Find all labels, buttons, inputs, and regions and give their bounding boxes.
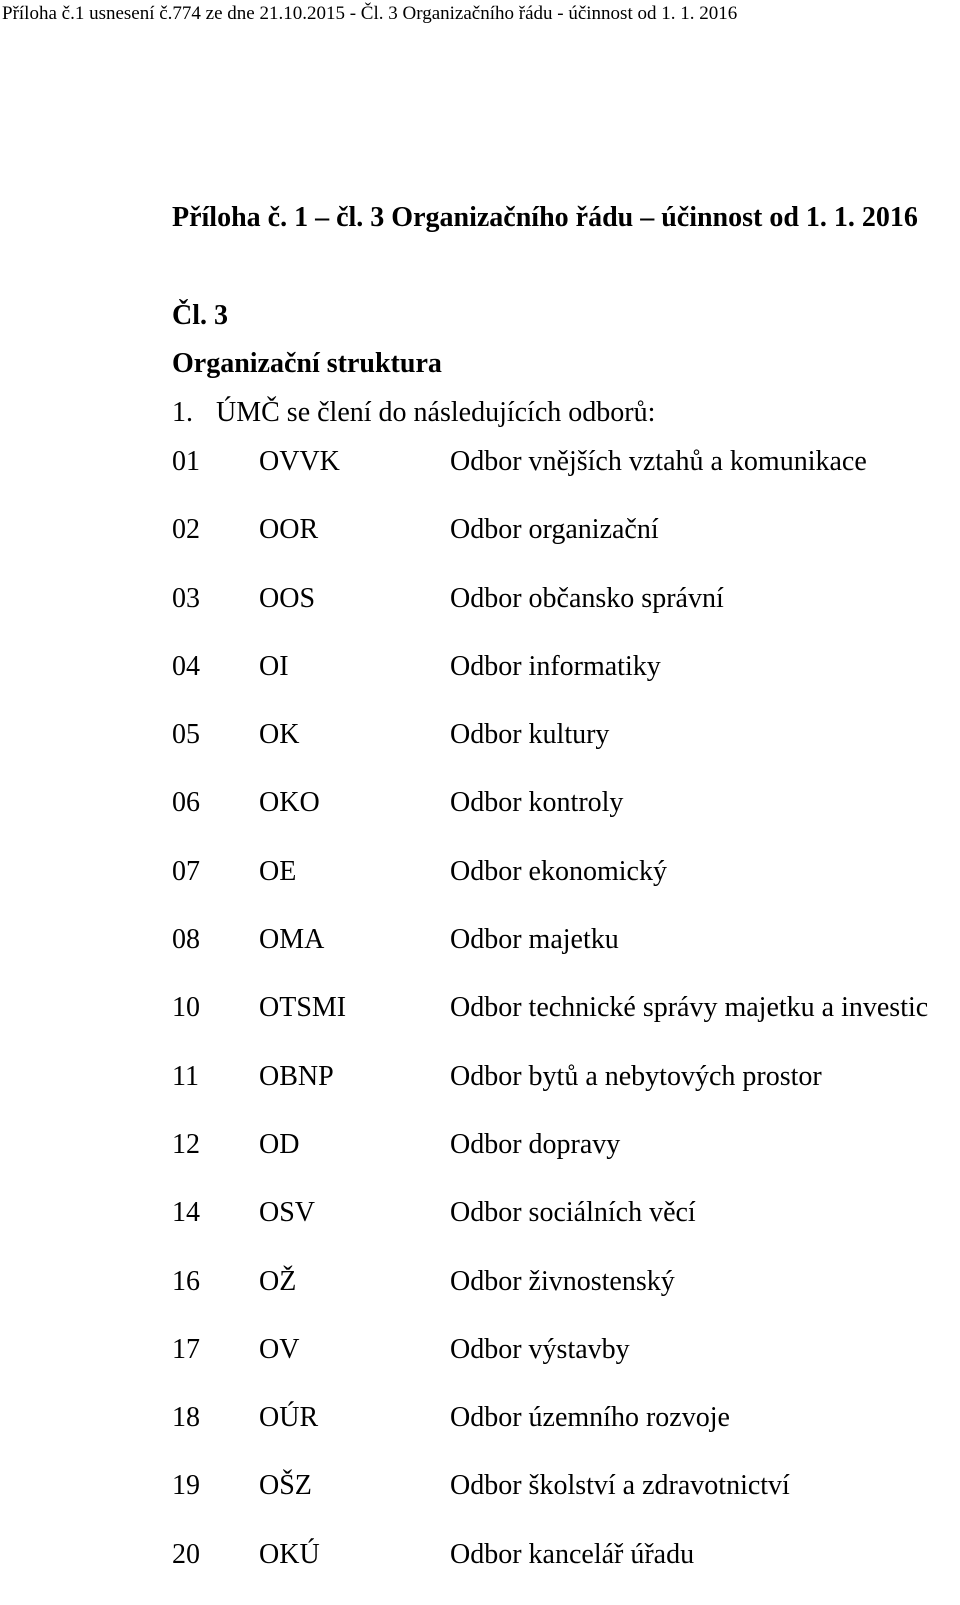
department-code: 01 [172, 446, 200, 477]
department-code: 20 [172, 1538, 200, 1570]
department-row [172, 922, 960, 990]
department-abbreviation: OV [259, 1333, 300, 1365]
department-abbreviation: OE [259, 855, 297, 887]
department-code: 03 [172, 582, 200, 614]
department-row [172, 1264, 960, 1332]
department-name: Odbor školství a zdravotnictví [450, 1470, 790, 1502]
department-code: 06 [172, 787, 200, 819]
department-abbreviation: OŽ [259, 1265, 297, 1297]
department-code: 08 [172, 924, 200, 956]
department-abbreviation: OK [259, 719, 300, 751]
department-abbreviation: OI [259, 650, 289, 682]
department-row [172, 1332, 960, 1400]
department-code: 04 [172, 650, 200, 682]
department-code: 16 [172, 1265, 200, 1297]
department-row [172, 444, 960, 512]
department-code: 19 [172, 1470, 200, 1502]
department-row [172, 1127, 960, 1195]
document-title: Příloha č. 1 – čl. 3 Organizačního řádu – účinnost od 1. 1. 2016 [172, 202, 918, 233]
department-row [172, 717, 960, 785]
department-row [172, 1059, 960, 1127]
department-name: Odbor kontroly [450, 787, 624, 819]
department-name: Odbor občansko správní [450, 582, 724, 614]
department-name: Odbor živnostenský [450, 1265, 675, 1297]
department-name: Odbor kancelář úřadu [450, 1538, 695, 1570]
department-list [172, 444, 960, 1605]
department-name: Odbor technické správy majetku a investic [450, 992, 929, 1024]
department-row [172, 785, 960, 853]
department-abbreviation: OD [259, 1128, 300, 1160]
department-row [172, 1468, 960, 1536]
department-abbreviation: OBNP [259, 1060, 334, 1092]
department-name: Odbor územního rozvoje [450, 1402, 730, 1434]
department-row [172, 854, 960, 922]
article-number: Čl. 3 [172, 300, 228, 331]
department-abbreviation: OKÚ [259, 1538, 320, 1570]
intro-paragraph [172, 395, 655, 431]
department-name: Odbor informatiky [450, 650, 661, 682]
intro-text: ÚMČ se člení do následujících odborů: [216, 397, 656, 428]
department-name: Odbor ekonomický [450, 855, 667, 887]
department-code: 10 [172, 992, 200, 1024]
department-abbreviation: OMA [259, 924, 325, 956]
department-name: Odbor dopravy [450, 1128, 621, 1160]
department-abbreviation: OVVK [259, 446, 340, 477]
department-abbreviation: OOR [259, 514, 319, 546]
department-name: Odbor bytů a nebytových prostor [450, 1060, 822, 1092]
department-row [172, 581, 960, 649]
department-code: 14 [172, 1197, 200, 1229]
department-row [172, 990, 960, 1058]
department-name: Odbor sociálních věcí [450, 1197, 696, 1229]
department-name: Odbor majetku [450, 924, 619, 956]
intro-number: 1. [172, 397, 193, 428]
department-row [172, 1195, 960, 1263]
department-code: 02 [172, 514, 200, 546]
department-code: 07 [172, 855, 200, 887]
department-abbreviation: OSV [259, 1197, 316, 1229]
department-code: 11 [172, 1060, 199, 1092]
department-name: Odbor vnějších vztahů a komunikace [450, 446, 867, 477]
running-header: Příloha č.1 usnesení č.774 ze dne 21.10.2015 - Čl. 3 Organizačního řádu - účinnost od 1. 1. 2016 [2, 3, 738, 24]
department-code: 18 [172, 1402, 200, 1434]
department-row [172, 512, 960, 580]
department-row [172, 1537, 960, 1605]
article-title: Organizační struktura [172, 348, 442, 379]
department-abbreviation: OÚR [259, 1402, 319, 1434]
department-code: 05 [172, 719, 200, 751]
department-code: 17 [172, 1333, 200, 1365]
department-row [172, 1400, 960, 1468]
department-abbreviation: OKO [259, 787, 320, 819]
department-abbreviation: OŠZ [259, 1470, 312, 1502]
department-code: 12 [172, 1128, 200, 1160]
department-abbreviation: OTSMI [259, 992, 347, 1024]
department-name: Odbor kultury [450, 719, 610, 751]
department-name: Odbor organizační [450, 514, 659, 546]
department-name: Odbor výstavby [450, 1333, 630, 1365]
department-abbreviation: OOS [259, 582, 316, 614]
department-row [172, 649, 960, 717]
